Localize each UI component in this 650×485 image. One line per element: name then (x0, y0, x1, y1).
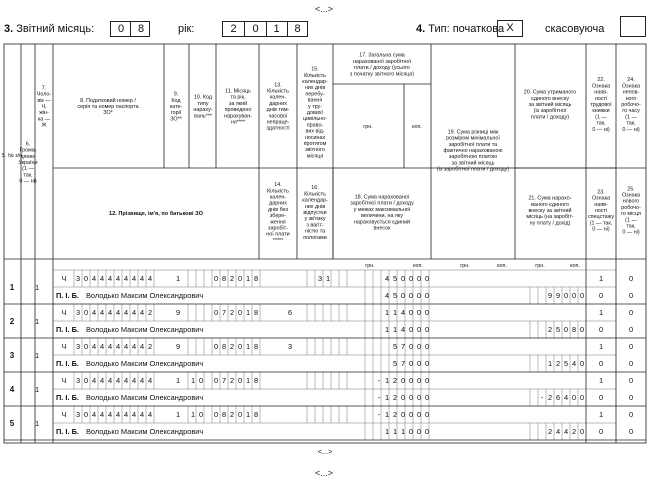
col17-digit: 1 (392, 308, 398, 317)
tax-id-digit: 4 (147, 274, 153, 283)
col18-digit: 5 (392, 359, 398, 368)
period-digit: 8 (221, 410, 227, 419)
tax-id-digit: 0 (83, 342, 89, 351)
tax-id-digit: 4 (131, 274, 137, 283)
tax-id-digit: 4 (99, 376, 105, 385)
col18-digit: 0 (408, 291, 414, 300)
tax-id-digit: 4 (107, 376, 113, 385)
tax-id-digit: 4 (91, 376, 97, 385)
col23-value: 0 (598, 359, 604, 368)
period-digit: 8 (253, 274, 259, 283)
col17-digit: 0 (424, 410, 430, 419)
col21-digit: 2 (547, 325, 553, 334)
col18-digit: 0 (400, 393, 406, 402)
period-digit: 7 (221, 376, 227, 385)
tax-id-digit: 3 (75, 410, 81, 419)
citizen-flag: 1 (34, 283, 40, 292)
period-digit: 0 (213, 342, 219, 351)
col18-digit: 2 (392, 393, 398, 402)
period-digit: 7 (221, 308, 227, 317)
col21-header: 21. Сума нарахо-ваного єдиного внеску за звітний місяць (на заробіт-ну плату / дохід) (526, 195, 574, 227)
col17-digit: 0 (416, 308, 422, 317)
row-number: 1 (9, 283, 15, 292)
col17-digit: 1 (384, 308, 390, 317)
period-digit: 8 (221, 342, 227, 351)
period-digit: 2 (229, 274, 235, 283)
full-name: Володько Максим Олександрович (86, 325, 204, 334)
tax-id-digit: 3 (75, 308, 81, 317)
col18-digit: 0 (416, 359, 422, 368)
col17-kop: коп. (412, 124, 422, 130)
gender: Ч (61, 274, 67, 283)
pib-label: П. І. Б. (56, 359, 79, 368)
col22-value: 1 (598, 308, 604, 317)
type-initial-checkbox[interactable]: Х (497, 20, 523, 37)
col18-digit: 0 (424, 291, 430, 300)
col20-header: 20. Сума утриманого єдиного внеску за звітний місяць (із заробітної плати / доходу) (523, 89, 577, 121)
col21-digit: 2 (571, 427, 577, 436)
row-number: 5 (9, 419, 15, 428)
tax-id-digit: 4 (91, 274, 97, 283)
period-digit: 0 (213, 376, 219, 385)
col21-digit: 8 (571, 325, 577, 334)
col5-header: 5. № з/п (1, 153, 23, 159)
pib-label: П. І. Б. (56, 291, 79, 300)
col18-digit: 0 (416, 393, 422, 402)
col17-digit: 5 (392, 342, 398, 351)
col24-header: 24. Ознака непов-ного робочо-го часу (1 — так, 0 — ні) (621, 77, 641, 133)
col18-digit: 0 (408, 427, 414, 436)
col20-kop-band: коп. (570, 263, 580, 269)
table-continuation: <...> (317, 447, 333, 456)
period-digit: 0 (237, 308, 243, 317)
tax-id-digit: 4 (139, 274, 145, 283)
tax-id-digit: 4 (115, 274, 121, 283)
gender: Ч (61, 308, 67, 317)
col21-digit: 4 (571, 359, 577, 368)
col21-digit: 6 (555, 393, 561, 402)
tax-id-digit: 4 (147, 376, 153, 385)
citizen-flag: 1 (34, 419, 40, 428)
col17-digit: 0 (424, 274, 430, 283)
category-code: 9 (175, 342, 181, 351)
col18-digit: 0 (416, 427, 422, 436)
col15-header: 15. Кількість календар-них днів перебу-вання у тру-дових/ цивільно-право-вих від-носинах протягом звітного місяця (302, 66, 328, 160)
col21-digit: 1 (547, 359, 553, 368)
col21-digit: 5 (563, 359, 569, 368)
tax-id-digit: 4 (131, 342, 137, 351)
col17-digit: 4 (384, 274, 390, 283)
col22-value: 1 (598, 376, 604, 385)
col18-digit: 0 (408, 359, 414, 368)
citizen-flag: 1 (34, 385, 40, 394)
col15-digit: 3 (317, 274, 323, 283)
col21-digit: 0 (563, 291, 569, 300)
col21-digit: 4 (563, 393, 569, 402)
tax-id-digit: 3 (75, 274, 81, 283)
col18-digit: 5 (392, 291, 398, 300)
tax-id-digit: 4 (147, 410, 153, 419)
category-code: 9 (175, 308, 181, 317)
col17-digit: 0 (416, 376, 422, 385)
col24-value: 0 (628, 410, 634, 419)
tax-id-digit: 4 (131, 308, 137, 317)
col23-value: 0 (598, 393, 604, 402)
tax-id-digit: 0 (83, 274, 89, 283)
col25-value: 0 (628, 427, 634, 436)
col21-digit: - (540, 393, 544, 402)
col17-digit: 1 (384, 410, 390, 419)
tax-id-digit: 4 (107, 274, 113, 283)
col21-digit: 2 (555, 359, 561, 368)
col21-digit: 5 (555, 325, 561, 334)
gender: Ч (61, 342, 67, 351)
col17-digit: 7 (400, 342, 406, 351)
col17-digit: 0 (416, 274, 422, 283)
col18-digit: 0 (416, 291, 422, 300)
tax-id-digit: 4 (115, 308, 121, 317)
tax-id-digit: 4 (123, 274, 129, 283)
col17-header: 17. Загальна сума нарахованої заробітної плати / доходу (усього з початку звітного місяця) (349, 52, 415, 78)
col18-digit: 1 (384, 325, 390, 334)
gender: Ч (61, 376, 67, 385)
tax-id-digit: 4 (131, 410, 137, 419)
col24-value: 0 (628, 308, 634, 317)
col23-header: 23. Ознака наяв-ності спецстажу (1 — так, 0 — ні) (587, 189, 615, 233)
period-digit: 1 (245, 342, 251, 351)
page-continuation-top: <...> (315, 4, 334, 14)
col22-value: 1 (598, 410, 604, 419)
tax-id-digit: 0 (83, 308, 89, 317)
col18-digit: - (377, 393, 381, 402)
col21-digit: 0 (579, 325, 585, 334)
col25-value: 0 (628, 325, 634, 334)
tax-id-digit: 4 (99, 308, 105, 317)
col17-digit: 0 (416, 342, 422, 351)
col21-digit: 2 (547, 393, 553, 402)
pib-label: П. І. Б. (56, 325, 79, 334)
tax-id-digit: 4 (139, 410, 145, 419)
col18-digit: 1 (400, 427, 406, 436)
col17-digit: 0 (424, 342, 430, 351)
full-name: Володько Максим Олександрович (86, 359, 204, 368)
col22-value: 1 (598, 274, 604, 283)
col17-digit: 0 (408, 376, 414, 385)
col18-digit: 0 (424, 393, 430, 402)
col17-digit: 0 (400, 376, 406, 385)
col17-digit: 0 (408, 410, 414, 419)
full-name: Володько Максим Олександрович (86, 427, 204, 436)
col21-digit: 4 (555, 427, 561, 436)
period-digit: 1 (245, 376, 251, 385)
page-continuation-bottom: <...> (315, 468, 334, 478)
col17-digit: - (377, 410, 381, 419)
year-label: рік: (178, 23, 195, 35)
col21-digit: 4 (563, 427, 569, 436)
period-digit: 8 (253, 410, 259, 419)
period-digit: 2 (229, 342, 235, 351)
tax-id-digit: 4 (115, 410, 121, 419)
type-label: 4. Тип: початкова (416, 23, 505, 35)
tax-id-digit: 4 (107, 342, 113, 351)
accrual-type-digit: 1 (190, 376, 196, 385)
col17-digit: 5 (392, 274, 398, 283)
col23-value: 0 (598, 325, 604, 334)
tax-id-digit: 4 (99, 274, 105, 283)
tax-id-digit: 4 (115, 342, 121, 351)
col17-digit: 0 (424, 308, 430, 317)
col17-digit: 0 (400, 410, 406, 419)
col18-digit: 1 (384, 427, 390, 436)
tax-id-digit: 4 (99, 410, 105, 419)
col14-header: 14. Кількість кален-дарних днів без збере-ження заробіт-ної плати ***** (266, 182, 290, 244)
col21-digit: 0 (579, 427, 585, 436)
col17-digit: 2 (392, 410, 398, 419)
col12-header: 12. Прізвище, ім'я, по батькові ЗО (109, 211, 203, 217)
full-name: Володько Максим Олександрович (86, 291, 204, 300)
tax-id-digit: 4 (99, 342, 105, 351)
col9-header: 9. Код кате-горії ЗО** (169, 91, 183, 123)
citizen-flag: 1 (34, 351, 40, 360)
tax-id-digit: 4 (115, 376, 121, 385)
col13-value: 3 (287, 342, 293, 351)
col17-digit: 0 (424, 376, 430, 385)
period-digit: 8 (221, 274, 227, 283)
pib-label: П. І. Б. (56, 393, 79, 402)
gender: Ч (61, 410, 67, 419)
col16-header: 16. Кількість календар-них днів відпустки у зв'язку з вагіт-ністю та пологами (302, 185, 328, 241)
col17-digit: - (377, 376, 381, 385)
col17-grn-band: грн. (365, 263, 375, 269)
month-label: 3. Звітний місяць: (4, 23, 95, 35)
cancel-label: скасовуюча (545, 23, 605, 35)
col21-digit: 0 (571, 393, 577, 402)
col10-header: 10. Код типу нараху-вань*** (193, 94, 213, 120)
tax-id-digit: 2 (147, 308, 153, 317)
period-digit: 2 (229, 410, 235, 419)
col21-digit: 0 (563, 325, 569, 334)
col17-digit: 0 (408, 274, 414, 283)
tax-id-digit: 4 (91, 342, 97, 351)
col17-digit: 1 (384, 376, 390, 385)
col22-value: 1 (598, 342, 604, 351)
citizen-flag: 1 (34, 317, 40, 326)
col18-digit: 1 (392, 325, 398, 334)
period-digit: 0 (213, 308, 219, 317)
col21-digit: 0 (579, 359, 585, 368)
category-code: 1 (175, 376, 181, 385)
tax-id-digit: 4 (123, 376, 129, 385)
col6-header: 6. Грома-дянин України (1 — так, 0 — ні) (18, 141, 38, 185)
tax-id-digit: 4 (91, 308, 97, 317)
col19-header: 19. Сума різниці між розміром мінімальної заробітної плати та фактично нарахованою заробітною платою за звітний місяць (із заробітної плати / доходу) (436, 129, 510, 173)
col15-digit: 1 (325, 274, 331, 283)
full-name: Володько Максим Олександрович (86, 393, 204, 402)
col22-header: 22. Ознака наяв-ності трудової книжки (1 — так, 0 — ні) (590, 77, 612, 133)
category-code: 1 (175, 410, 181, 419)
tax-id-digit: 4 (123, 342, 129, 351)
col17-digit: 2 (392, 376, 398, 385)
col17-grn: грн. (363, 124, 373, 130)
accrual-type-digit: 0 (198, 376, 204, 385)
col8-header: 8. Податковий номер / серія та номер паспорта ЗО* (77, 97, 139, 117)
col18-digit: 0 (408, 393, 414, 402)
col18-digit: 0 (408, 325, 414, 334)
col18-digit: 4 (400, 325, 406, 334)
col25-value: 0 (628, 359, 634, 368)
accrual-type-digit: 1 (190, 410, 196, 419)
col25-value: 0 (628, 291, 634, 300)
col25-value: 0 (628, 393, 634, 402)
tax-id-digit: 4 (139, 376, 145, 385)
period-digit: 0 (237, 274, 243, 283)
col21-digit: 9 (555, 291, 561, 300)
row-number: 3 (9, 351, 15, 360)
col23-value: 0 (598, 427, 604, 436)
col19-grn-band: грн. (460, 263, 470, 269)
col23-value: 0 (598, 291, 604, 300)
tax-id-digit: 4 (131, 376, 137, 385)
tax-id-digit: 4 (91, 410, 97, 419)
col21-digit: 2 (547, 427, 553, 436)
col17-digit: 0 (400, 274, 406, 283)
col18-digit: 0 (424, 325, 430, 334)
month-field[interactable]: 0 8 (110, 21, 150, 37)
col18-digit: 0 (400, 291, 406, 300)
tax-id-digit: 4 (107, 308, 113, 317)
col21-digit: 0 (579, 291, 585, 300)
col11-header: 11. Місяць та рік, за який проведено нарахуван-ня**** (224, 88, 252, 126)
col17-digit: 0 (408, 308, 414, 317)
tax-id-digit: 3 (75, 376, 81, 385)
accrual-type-digit: 0 (198, 410, 204, 419)
period-digit: 8 (253, 376, 259, 385)
tax-id-digit: 0 (83, 410, 89, 419)
col17-digit: 4 (400, 308, 406, 317)
period-digit: 1 (245, 274, 251, 283)
col18-digit: 4 (384, 291, 390, 300)
col13-header: 13. Кількість кален-дарних днів тим-часової непраце-здатності (266, 82, 290, 132)
col18-digit: 0 (424, 427, 430, 436)
col18-digit: 0 (416, 325, 422, 334)
pib-label: П. І. Б. (56, 427, 79, 436)
col18-digit: 1 (392, 427, 398, 436)
year-field[interactable]: 2 0 1 8 (222, 21, 308, 37)
tax-id-digit: 4 (139, 342, 145, 351)
col18-digit: 7 (400, 359, 406, 368)
row-number: 2 (9, 317, 15, 326)
col18-digit: 1 (384, 393, 390, 402)
period-digit: 0 (237, 376, 243, 385)
period-digit: 1 (245, 410, 251, 419)
col21-digit: 9 (547, 291, 553, 300)
col18-digit: 0 (424, 359, 430, 368)
col20-grn-band: грн. (535, 263, 545, 269)
period-digit: 0 (237, 342, 243, 351)
col21-digit: 0 (579, 393, 585, 402)
col18-header: 18. Сума нарахованої заробітної плати / доходу у межах максимальної величини, на яку нараховується єдиний внесок (350, 194, 414, 232)
period-digit: 8 (253, 342, 259, 351)
category-code: 1 (175, 274, 181, 283)
period-digit: 0 (237, 410, 243, 419)
tax-id-digit: 4 (139, 308, 145, 317)
tax-id-digit: 3 (75, 342, 81, 351)
tax-id-digit: 4 (107, 410, 113, 419)
row-number: 4 (9, 385, 15, 394)
tax-id-digit: 2 (147, 342, 153, 351)
col24-value: 0 (628, 342, 634, 351)
col24-value: 0 (628, 376, 634, 385)
col19-kop-band: коп. (497, 263, 507, 269)
col17-digit: 0 (416, 410, 422, 419)
col14-value: 6 (287, 308, 293, 317)
period-digit: 8 (253, 308, 259, 317)
col7-header: 7. Чоло-вік — Ч, жін-ка — Ж (36, 85, 52, 129)
tax-id-digit: 0 (83, 376, 89, 385)
period-digit: 2 (229, 308, 235, 317)
col17-digit: 0 (408, 342, 414, 351)
col24-value: 0 (628, 274, 634, 283)
col21-digit: 0 (571, 291, 577, 300)
period-digit: 1 (245, 308, 251, 317)
tax-id-digit: 4 (123, 308, 129, 317)
tax-id-digit: 4 (123, 410, 129, 419)
col25-header: 25. Ознака нового робочо-го місця (1 — так, 0 — ні) (621, 186, 641, 236)
col17-kop-band: коп. (413, 263, 423, 269)
period-digit: 0 (213, 410, 219, 419)
period-digit: 0 (213, 274, 219, 283)
period-digit: 2 (229, 376, 235, 385)
